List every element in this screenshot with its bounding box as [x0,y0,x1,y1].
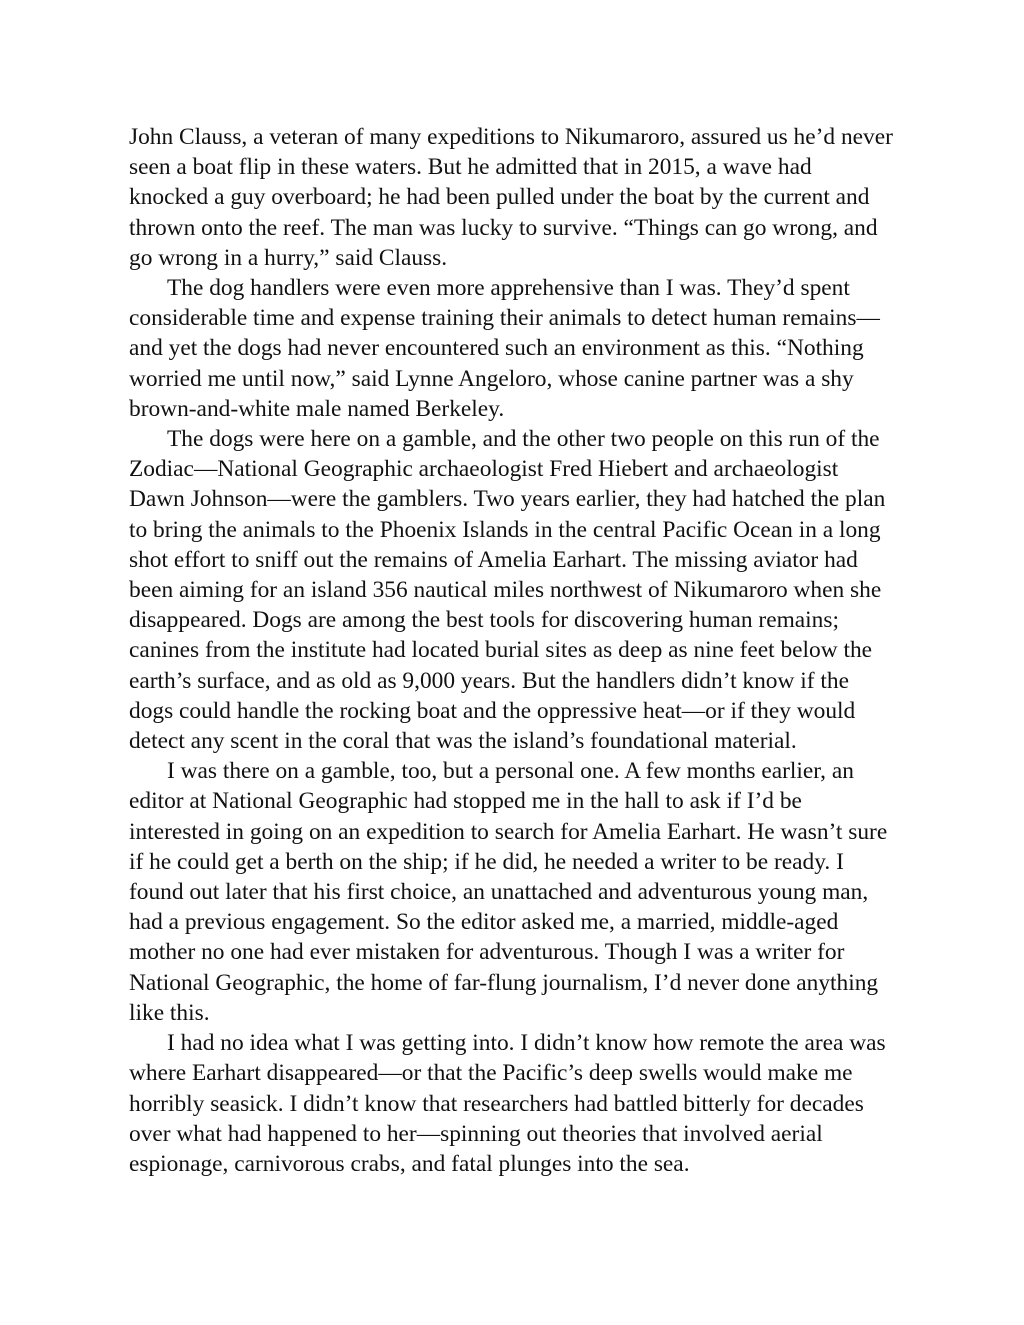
paragraph-5: I had no idea what I was getting into. I didn’t know how remote the area was where Earhart disappeared—or that the Pacific’s deep swells would make me horribly seasick. I didn’t know that researchers had battled bitterly for decades over what had happened to her—spinning out theories that involved aerial espionage, carnivorous crabs, and fatal plunges into the sea. [129,1030,886,1177]
document-page [129,122,895,1179]
paragraph-3: The dogs were here on a gamble, and the other two people on this run of the Zodiac—National Geographic archaeologist Fred Hiebert and archaeologist Dawn Johnson—were the gamblers. Two years earlier, they had hatched the plan to bring the animals to the Phoenix Islands in the central Pacific Ocean in a long shot effort to sniff out the remains of Amelia Earhart. The missing aviator had been aiming for an island 356 nautical miles northwest of Nikumaroro when she disappeared. Dogs are among the best tools for discovering human remains; canines from the institute had located burial sites as deep as nine feet below the earth’s surface, and as old as 9,000 years. But the handlers didn’t know if the dogs could handle the rocking boat and the oppressive heat—or if they would detect any scent in the coral that was the island’s foundational material. [129,426,886,755]
paragraph-4: I was there on a gamble, too, but a personal one. A few months earlier, an editor at National Geographic had stopped me in the hall to ask if I’d be interested in going on an expedition to search for Amelia Earhart. He wasn’t sure if he could get a berth on the ship; if he did, he needed a writer to be ready. I found out later that his first choice, an unattached and adventurous young man, had a previous engagement. So the editor asked me, a married, middle-aged mother no one had ever mistaken for adventurous. Though I was a writer for National Geographic, the home of far-flung journalism, I’d never done anything like this. [129,758,888,1026]
paragraph-2: The dog handlers were even more apprehensive than I was. They’d spent considerable time and expense training their animals to detect human remains—and yet the dogs had never encountered such an environment as this. “Nothing worried me until now,” said Lynne Angeloro, whose canine partner was a shy brown-and-white male named Berkeley. [129,275,880,422]
paragraph-1: John Clauss, a veteran of many expeditions to Nikumaroro, assured us he’d never seen a boat flip in these waters. But he admitted that in 2015, a wave had knocked a guy overboard; he had been pulled under the boat by the current and thrown onto the reef. The man was lucky to survive. “Things can go wrong, and go wrong in a hurry,” said Clauss. [129,124,893,271]
